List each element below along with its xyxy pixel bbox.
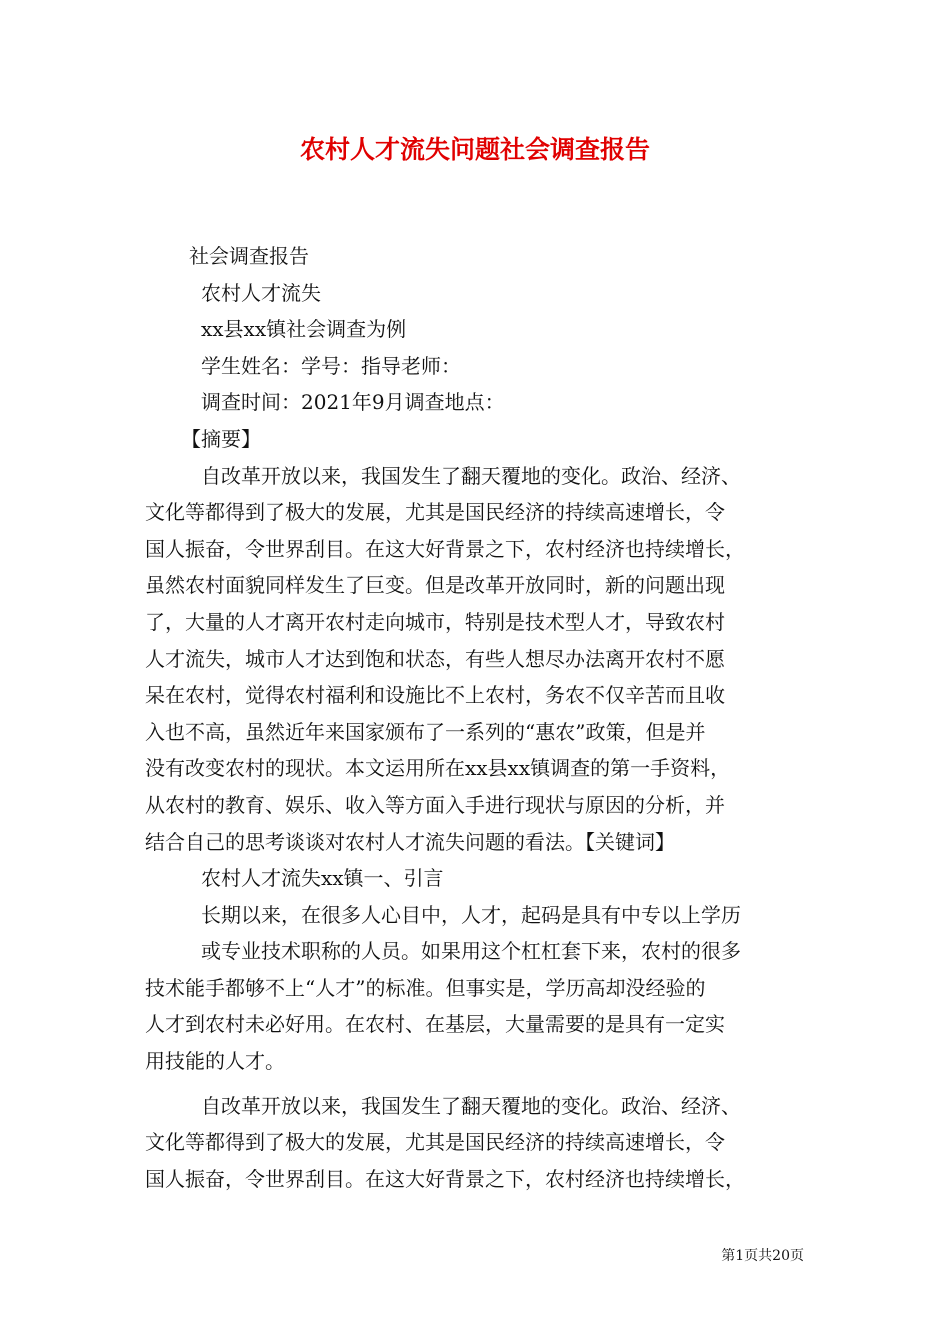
header-line: 社会调查报告 xyxy=(189,244,309,268)
header-line: 调查时间：2021年9月调查地点： xyxy=(201,390,505,415)
footer-middle: 页共 xyxy=(744,1248,773,1264)
footer-prefix: 第 xyxy=(721,1248,736,1264)
document-body xyxy=(145,238,807,1197)
footer-page-number: 1 xyxy=(735,1248,745,1264)
body-line: 自改革开放以来，我国发生了翻天覆地的变化。政治、经济、 xyxy=(201,1093,741,1118)
abstract-line: 人才流失，城市人才达到饱和状态，有些人想尽办法离开农村不愿 xyxy=(145,646,725,671)
intro-line: 长期以来，在很多人心目中，人才，起码是具有中专以上学历 xyxy=(201,902,741,927)
abstract-line: 了，大量的人才离开农村走向城市，特别是技术型人才，导致农村 xyxy=(145,609,725,634)
footer-total-pages: 20 xyxy=(772,1248,790,1264)
abstract-line: 国人振奋，令世界刮目。在这大好背景之下，农村经济也持续增长， xyxy=(145,536,745,561)
abstract-line: 虽然农村面貌同样发生了巨变。但是改革开放同时，新的问题出现 xyxy=(145,573,725,598)
body-line: 文化等都得到了极大的发展，尤其是国民经济的持续高速增长，令 xyxy=(145,1130,725,1155)
header-line: 学生姓名：学号：指导老师： xyxy=(201,353,461,378)
intro-line: 人才到农村未必好用。在农村、在基层，大量需要的是具有一定实 xyxy=(145,1012,725,1037)
footer-suffix: 页 xyxy=(790,1248,804,1264)
abstract-line: 自改革开放以来，我国发生了翻天覆地的变化。政治、经济、 xyxy=(201,463,741,488)
abstract-heading: 【摘要】 xyxy=(181,426,261,451)
keywords-line: 农村人才流失xx镇一、引言 xyxy=(201,866,444,891)
abstract-line: 结合自己的思考谈谈对农村人才流失问题的看法。【关键词】 xyxy=(145,829,675,854)
header-line: xx县xx镇社会调查为例 xyxy=(201,317,407,342)
abstract-line: 呆在农村，觉得农村福利和设施比不上农村，务农不仅辛苦而且收 xyxy=(145,683,725,708)
body-line: 国人振奋，令世界刮目。在这大好背景之下，农村经济也持续增长， xyxy=(145,1166,745,1191)
abstract-line: 从农村的教育、娱乐、收入等方面入手进行现状与原因的分析，并 xyxy=(145,792,725,817)
intro-line: 技术能手都够不上“人才”的标准。但事实是，学历高却没经验的 xyxy=(145,975,706,1000)
abstract-line: 文化等都得到了极大的发展，尤其是国民经济的持续高速增长，令 xyxy=(145,500,725,525)
header-line: 农村人才流失 xyxy=(201,280,321,305)
abstract-line: 没有改变农村的现状。本文运用所在xx县xx镇调查的第一手资料， xyxy=(145,756,731,781)
abstract-line: 入也不高，虽然近年来国家颁布了一系列的“惠农”政策，但是并 xyxy=(145,719,706,744)
intro-line: 用技能的人才。 xyxy=(145,1049,285,1074)
document-title: 农村人才流失问题社会调查报告 xyxy=(299,135,650,164)
intro-line: 或专业技术职称的人员。如果用这个杠杠套下来，农村的很多 xyxy=(201,939,741,964)
page-footer xyxy=(721,1246,804,1266)
